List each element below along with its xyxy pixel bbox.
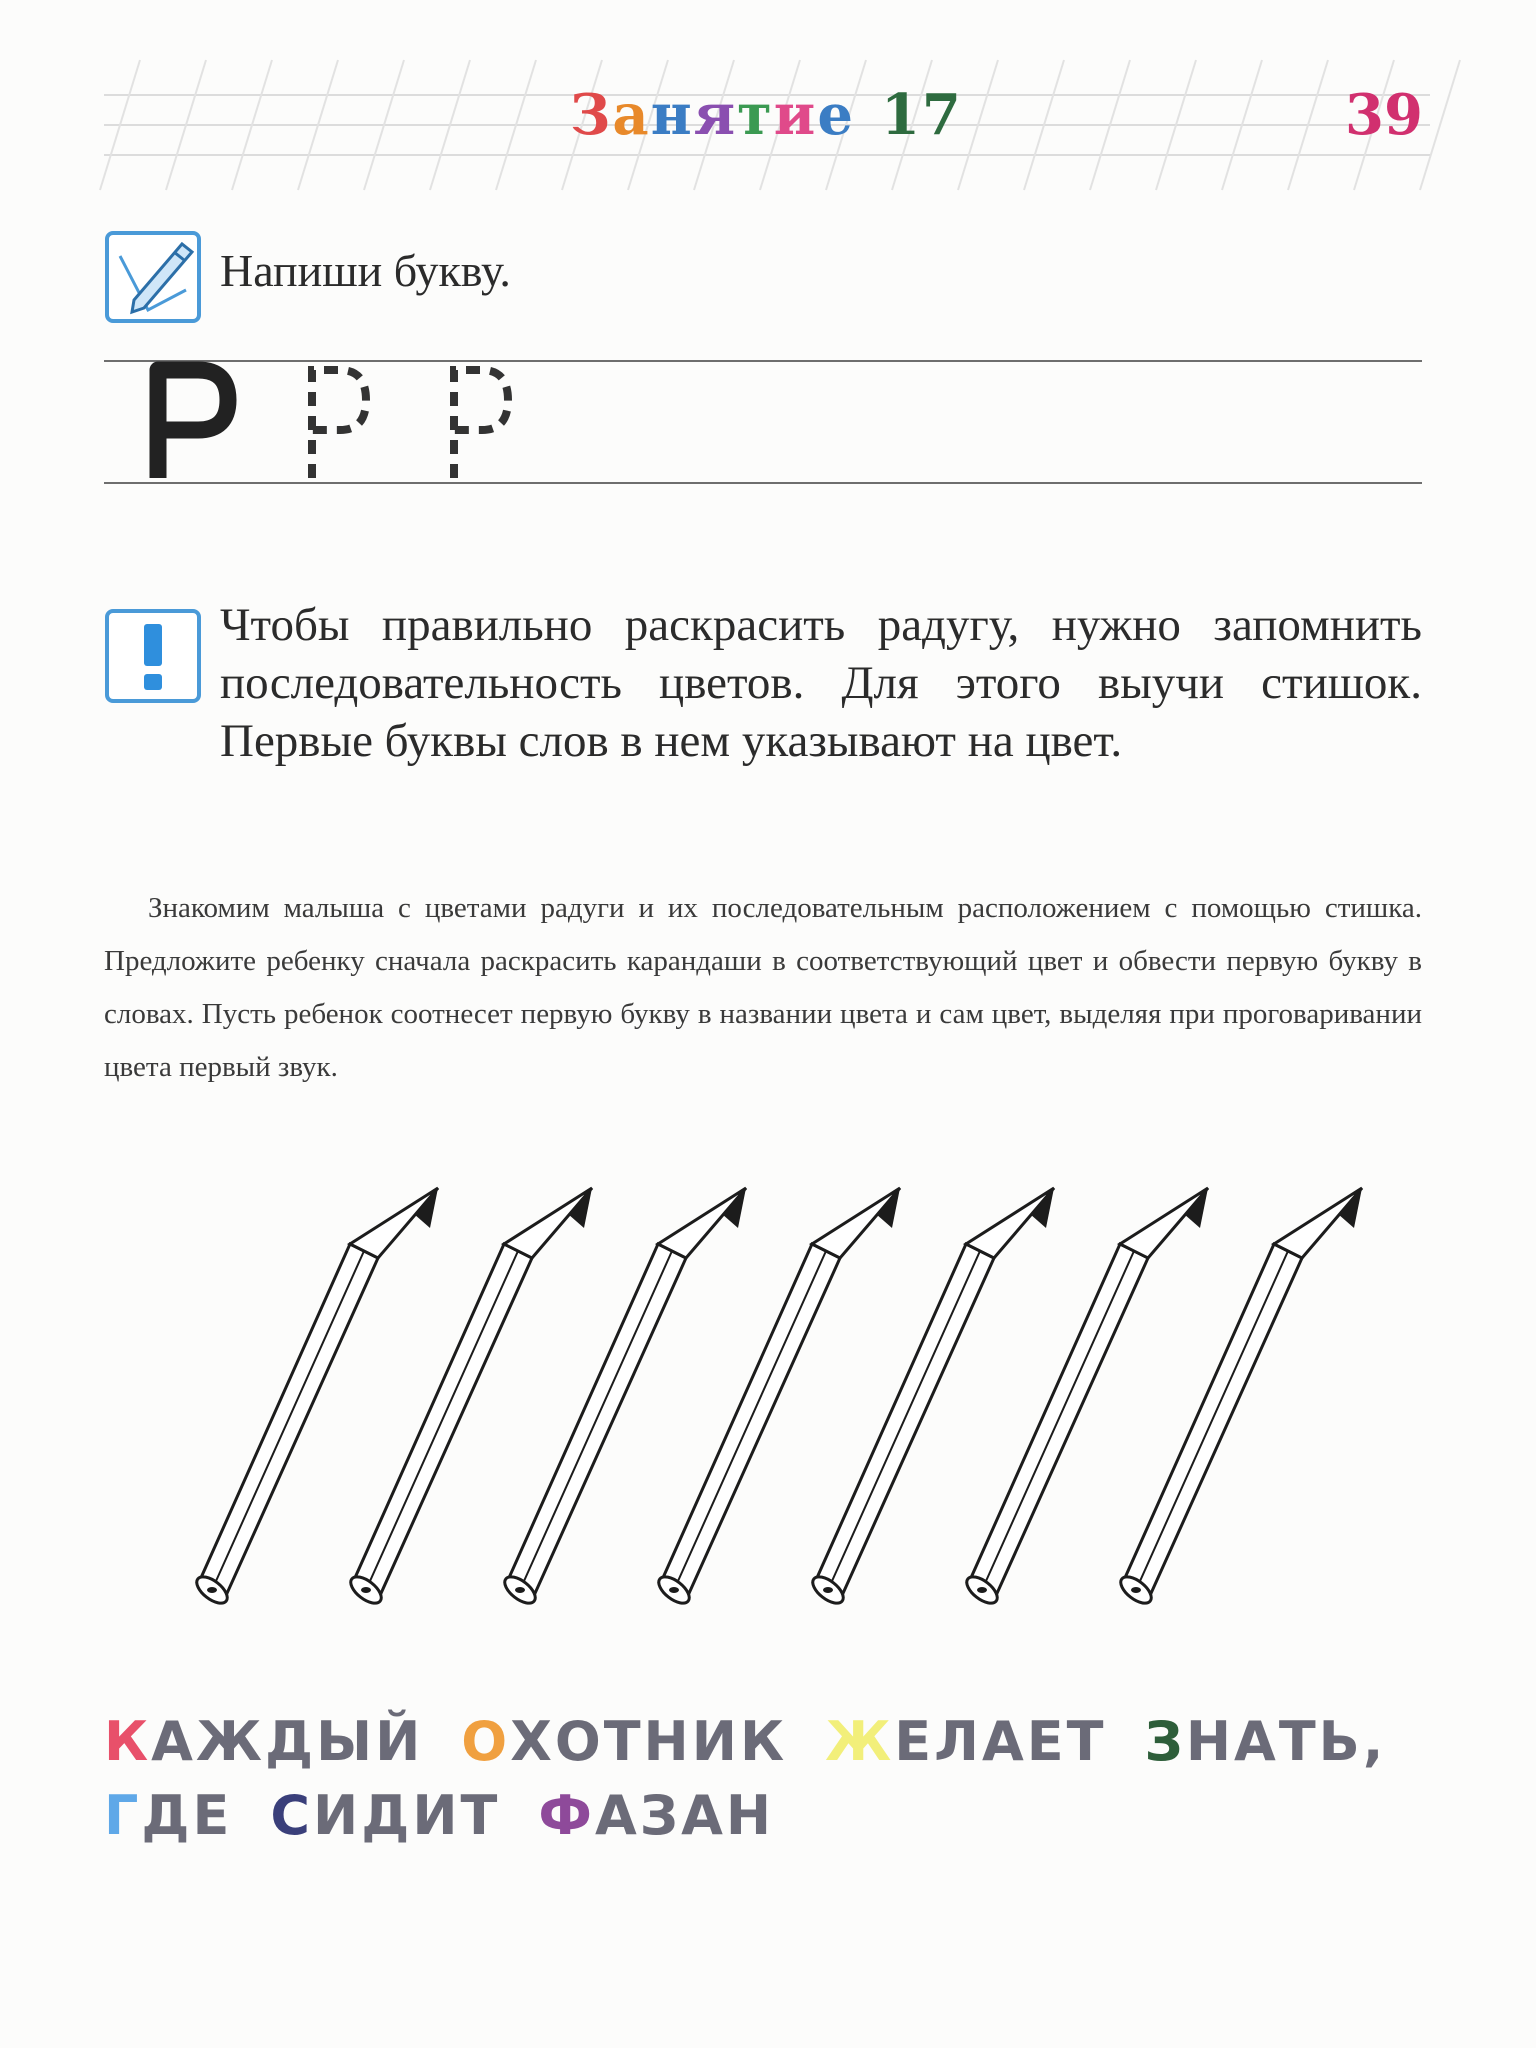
rhyme-first-letter: Ж [825,1710,895,1773]
pencil-part [366,1251,518,1590]
pencil-part [674,1251,826,1590]
rhyme-word [461,1705,787,1779]
pencil-part [354,1244,532,1600]
pencil-part [669,1587,679,1593]
rhyme-first-letter: С [270,1784,314,1847]
pencil-part [212,1251,364,1590]
pencil-writing-icon [104,230,202,324]
pencil-part [823,1587,833,1593]
info-text: Чтобы правильно раскрасить радугу, нужно запомнить последовательность цветов. Для этого выучи стишок. Первые буквы слов в нем указывают на цвет. [220,599,1422,767]
lesson-word-letter: З [570,82,613,148]
lesson-word-letter: а [612,82,651,148]
pencil-part [361,1587,371,1593]
pencil-part [515,1587,525,1593]
lesson-word-letter: и [773,82,818,148]
lesson-word-letter: я [693,82,738,148]
pencil-part [1131,1587,1141,1593]
pencil-part [828,1251,980,1590]
letter-tracing-row[interactable] [140,360,560,482]
rhyme-first-letter: Ф [538,1784,595,1847]
letter-trace-2[interactable] [454,370,508,478]
rhyme-word [1144,1705,1386,1779]
rhyme-first-letter: Г [104,1784,142,1847]
exclamation-icon [104,608,202,704]
lesson-word-letter: н [650,82,694,148]
rhyme-word [270,1779,500,1853]
page-number: 39 [1345,82,1423,148]
rhyme-line [104,1779,1404,1853]
pencil-part [207,1587,217,1593]
pencil-part [816,1244,994,1600]
rhyme-word [104,1705,423,1779]
rhyme-word-rest: АЗАН [594,1784,775,1847]
pencil-part [508,1244,686,1600]
rhyme-word-rest: ХОТНИК [510,1710,788,1773]
rhyme-first-letter: К [104,1710,152,1773]
parent-note: Знакомим малыша с цветами радуги и их последовательным расположением с помощью стишка. Предложите ребенку сначала раскрасить карандаши в соответствующий цвет и обвести первую букву в словах. Пусть ребенок соотнесет первую букву в названии цвета и сам цвет, выделяя при проговаривании цвета первый звук. [104,892,1422,1083]
pencil-part [970,1244,1148,1600]
pencil-part [1136,1251,1288,1590]
rhyme-word-rest: ЕЛАЕТ [894,1710,1107,1773]
pencil-part [1124,1244,1302,1600]
pencil-part [520,1251,672,1590]
rhyme-word [825,1705,1106,1779]
rhyme-first-letter: О [461,1710,511,1773]
lesson-title [570,82,963,148]
lesson-word-letter: е [817,82,855,148]
letter-sample [158,370,228,478]
lesson-number: 17 [880,82,963,148]
rhyme-word [104,1779,232,1853]
writing-line-bottom [104,482,1422,484]
lesson-word [570,82,855,148]
rainbow-rhyme [104,1705,1404,1853]
rhyme-word [538,1779,774,1853]
pencil-part [662,1244,840,1600]
rhyme-word-rest: НАТЬ, [1185,1710,1387,1773]
pencil-part [982,1251,1134,1590]
pencil-part [200,1244,378,1600]
rhyme-first-letter: З [1144,1710,1186,1773]
rhyme-word-rest: ДЕ [141,1784,233,1847]
pencil-part [977,1587,987,1593]
rhyme-line [104,1705,1404,1779]
lesson-word-letter: т [737,82,774,148]
pencils-illustration [170,1170,1370,1610]
rhyme-word-rest: ИДИТ [313,1784,501,1847]
rhyme-word-rest: АЖДЫЙ [151,1710,424,1773]
letter-trace-1[interactable] [312,370,366,478]
task-instruction: Напиши букву. [220,245,511,296]
